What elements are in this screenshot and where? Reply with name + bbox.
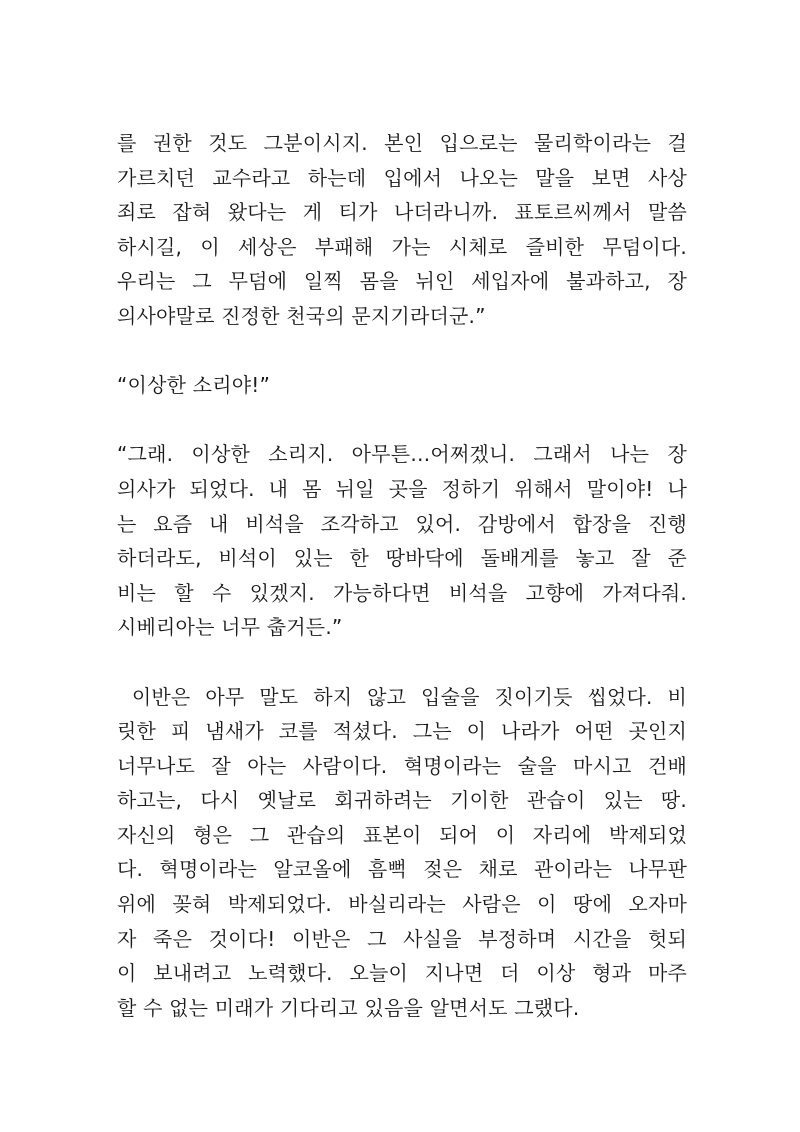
paragraph-2 [117, 368, 687, 403]
paragraph-spacer [117, 403, 687, 438]
text-line: 의사야말로 진정한 천국의 문지기라더군.” [117, 303, 486, 328]
text-line: 너무나도 잘 아는 사람이다. 혁명이라는 술을 마시고 건배 [117, 753, 687, 778]
text-line: 하고는, 다시 옛날로 회귀하려는 기이한 관습이 있는 땅. [117, 788, 687, 813]
text-line: 가르치던 교수라고 하는데 입에서 나오는 말을 보면 사상 [117, 165, 687, 190]
text-line: 는 요즘 내 비석을 조각하고 있어. 감방에서 합장을 진행 [117, 511, 687, 536]
text-line: 이 보내려고 노력했다. 오늘이 지나면 더 이상 형과 마주 [117, 961, 687, 986]
paragraph-1 [117, 126, 687, 334]
text-line: 위에 꽂혀 박제되었다. 바실리라는 사람은 이 땅에 오자마 [117, 892, 687, 917]
text-line: 다. 혁명이라는 알코올에 흠뻑 젖은 채로 관이라는 나무판 [117, 857, 687, 882]
paragraph-spacer [117, 334, 687, 369]
text-line: 비는 할 수 있겠지. 가능하다면 비석을 고향에 가져다줘. [117, 580, 687, 605]
text-line: 의사가 되었다. 내 몸 뉘일 곳을 정하기 위해서 말이야! 나 [117, 476, 687, 501]
paragraph-3 [117, 437, 687, 645]
text-line: “이상한 소리야!” [117, 373, 271, 398]
text-line: 자 죽은 것이다! 이반은 그 사실을 부정하며 시간을 헛되 [117, 926, 687, 951]
text-line: 시베리아는 너무 춥거든.” [117, 615, 343, 640]
text-line: 이반은 아무 말도 하지 않고 입술을 짓이기듯 씹었다. 비 [117, 684, 687, 709]
text-line: “그래. 이상한 소리지. 아무튼…어쩌겠니. 그래서 나는 장 [117, 442, 687, 467]
text-line: 우리는 그 무덤에 일찍 몸을 뉘인 세입자에 불과하고, 장 [117, 269, 687, 294]
document-page [117, 126, 687, 1025]
text-line: 자신의 형은 그 관습의 표본이 되어 이 자리에 박제되었 [117, 822, 687, 847]
text-line: 죄로 잡혀 왔다는 게 티가 나더라니까. 표토르씨께서 말씀 [117, 200, 687, 225]
text-line: 릿한 피 냄새가 코를 적셨다. 그는 이 나라가 어떤 곳인지 [117, 719, 687, 744]
text-line: 하더라도, 비석이 있는 한 땅바닥에 돌배게를 놓고 잘 준 [117, 546, 687, 571]
text-line: 를 권한 것도 그분이시지. 본인 입으로는 물리학이라는 걸 [117, 131, 687, 155]
text-line: 할 수 없는 미래가 기다리고 있음을 알면서도 그랬다. [117, 995, 580, 1020]
text-line: 하시길, 이 세상은 부패해 가는 시체로 즐비한 무덤이다. [117, 234, 687, 259]
paragraph-4 [117, 680, 687, 1026]
paragraph-spacer [117, 645, 687, 680]
